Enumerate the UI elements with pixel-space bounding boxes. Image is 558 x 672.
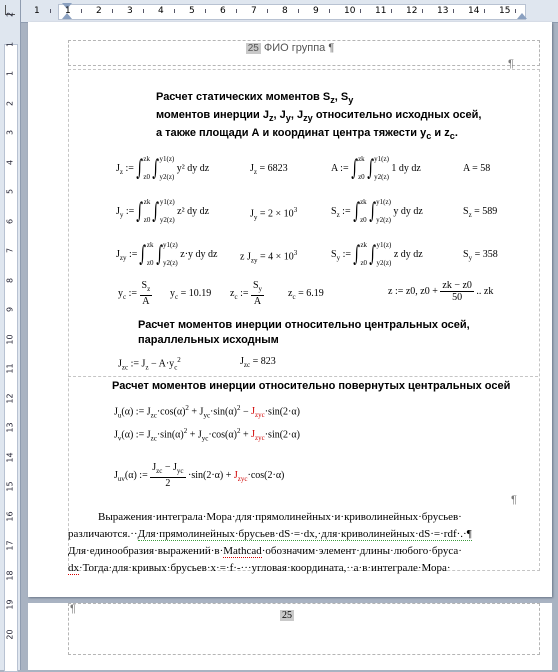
ruler-tick [143, 9, 144, 13]
formula-jz-definition[interactable]: $J_z$ := ∫zk z0 ∫y1(z) y2(z) y² dy dz [116, 155, 210, 181]
title-rotated-axes: Расчет моментов инерции относительно повернутых центральных осей [112, 380, 511, 392]
ruler-number: 17 [5, 540, 15, 551]
ruler-number: 13 [5, 422, 15, 433]
ruler-tick [174, 9, 175, 13]
paragraph-mark: ¶ [508, 58, 514, 70]
ruler-number: 3 [127, 6, 133, 16]
formula-sz-result[interactable]: $S_z = 589$ [463, 206, 498, 219]
formula-jv[interactable]: $J_v(\alpha)$ := $J_{zc}\cdot\sin(\alpha)^2 + J_{yc}\cdot\cos(\alpha)^2 + J_{zyc}\cdot\sin(2\cdot\alpha)$ [114, 427, 300, 443]
formula-zc-definition[interactable]: $z_c$ := $\frac{S_y}{A}$ [230, 280, 263, 307]
ruler-number: 2 [96, 6, 102, 16]
ruler-number: 12 [5, 392, 15, 404]
formula-juv[interactable]: $J_{uv}(\alpha)$ := $\frac{J_{zc} - J_{yc}}{2}$ $\cdot\sin(2\cdot\alpha) + J_{zyc}\cdot\cos(2\cdot\alpha)$ [114, 462, 285, 489]
formula-sy-definition[interactable]: $S_y$ := ∫zk z0 ∫y1(z) y2(z) z dy dz [331, 241, 423, 267]
page-header [28, 42, 552, 54]
ruler-number: 5 [189, 6, 195, 16]
paragraph-mark: ¶ [511, 494, 517, 506]
formula-yc-result[interactable]: $y_c = 10.19$ [170, 288, 212, 301]
ruler-tick [236, 9, 237, 13]
formula-jzc-definition[interactable]: $J_{zc}$ := $J_z - A\cdot y_c^2$ [118, 356, 181, 372]
document-page-2[interactable] [28, 603, 552, 670]
title-central-axes: Расчет моментов инерции относительно центральных осей, параллельных исходным [138, 319, 470, 346]
ruler-number: 12 [406, 6, 418, 16]
ruler-number: 15 [5, 481, 15, 492]
ruler-number: 13 [437, 6, 449, 16]
ruler-number: 3 [5, 129, 15, 136]
ruler-tick [453, 9, 454, 13]
ruler-number: 2 [5, 100, 15, 106]
ruler-number: 8 [282, 6, 288, 16]
ruler-tick [205, 9, 206, 13]
paragraph-line-2[interactable]: различаются.··Для·прямолинейных·брусьев·dS·=·dx,·для·криволинейных·dS·=·rdf·.·¶ [68, 528, 472, 540]
ruler-tick [360, 9, 361, 13]
title-static-moments: Расчет статических моментов $S_z$, $S_y$ моментов инерции $J_z$, $J_y$, $J_{zy}$ относительно исходных осей, а также площади А и координат центра тяжести $y_c$ и $z_c$. [156, 91, 482, 142]
formula-zc-result[interactable]: $z_c = 6.19$ [288, 288, 324, 301]
ruler-tick [50, 9, 51, 13]
paragraph-mark: ¶ [70, 603, 76, 615]
ruler-number: 6 [220, 6, 226, 16]
ruler-number: 14 [5, 451, 15, 463]
ruler-number: 5 [5, 188, 15, 195]
formula-a-result[interactable]: A = 58 [463, 163, 491, 174]
ruler-number: 14 [468, 6, 480, 16]
formula-yc-definition[interactable]: $y_c$ := $\frac{S_z}{A}$ [118, 280, 151, 307]
page-number-field: 25 [247, 43, 259, 54]
ruler-number: 9 [5, 306, 15, 313]
ruler-number: 18 [5, 569, 15, 581]
ruler-number: 16 [5, 510, 15, 522]
formula-jy-result[interactable]: $J_y = 2 \times 10^3$ [250, 206, 298, 222]
page-number-field-2: 25 [282, 610, 292, 621]
ruler-number: 11 [375, 6, 387, 16]
region-divider [68, 376, 538, 377]
ruler-number: 1 [5, 70, 15, 77]
ruler-number: 2 [5, 11, 15, 18]
ruler-number: 7 [251, 6, 257, 16]
ruler-number: 6 [5, 218, 15, 224]
paragraph-line-4[interactable]: dx·Тогда·для·кривых·брусьев·x·=·f·-···угловая·координата,··а·в·интеграле·Мора· [68, 562, 451, 574]
ruler-number: 7 [5, 247, 15, 254]
ruler-tick [329, 9, 330, 13]
ruler-tick [298, 9, 299, 13]
ruler-tick [112, 9, 113, 13]
ruler-tick [81, 9, 82, 13]
ruler-number: 4 [158, 6, 164, 16]
ruler-number: 1 [34, 6, 40, 16]
formula-ju[interactable]: $J_u(\alpha)$ := $J_{zc}\cdot\cos(\alpha)^2 + J_{yc}\cdot\sin(\alpha)^2 - J_{zyc}\cdot\sin(2\cdot\alpha)$ [114, 404, 300, 420]
ruler-number: 20 [5, 628, 15, 640]
ruler-number: 1 [65, 6, 71, 16]
ruler-tick [267, 9, 268, 13]
formula-jzy-definition[interactable]: $J_{zy}$ := ∫zk z0 ∫y1(z) y2(z) z·y dy dz [116, 241, 218, 267]
formula-jzy-result[interactable]: z $J_{zy} = 4 \times 10^3$ [240, 249, 298, 265]
ruler-tick [422, 9, 423, 13]
formula-sy-result[interactable]: $S_y = 358$ [463, 249, 498, 262]
ruler-number: 15 [499, 6, 511, 16]
document-page[interactable] [28, 22, 552, 597]
formula-jz-result[interactable]: $J_z = 6823$ [250, 163, 288, 176]
right-indent-marker[interactable] [517, 13, 527, 19]
formula-jy-definition[interactable]: $J_y$ := ∫zk z0 ∫y1(z) y2(z) z² dy dz [116, 198, 210, 224]
header-text: ФИО группа ¶ [263, 42, 335, 54]
ruler-number: 4 [5, 159, 15, 165]
formula-sz-definition[interactable]: $S_z$ := ∫zk z0 ∫y1(z) y2(z) y dy dz [331, 198, 423, 224]
ruler-number: 8 [5, 277, 15, 283]
ruler-number: 11 [5, 363, 15, 374]
ruler-number: 10 [5, 333, 15, 345]
ruler-number: 10 [344, 6, 356, 16]
formula-range-z[interactable]: z := z0, z0 + $\frac{zk - z0}{50}$ .. zk [388, 280, 494, 303]
paragraph-line-1[interactable]: Выражения·интеграла·Мора·для·прямолинейных·и·криволинейных·брусьев· [98, 511, 462, 523]
ruler-number: 19 [5, 599, 15, 610]
ruler-number: 1 [5, 41, 15, 47]
ruler-tick [391, 9, 392, 13]
formula-a-definition[interactable]: A := ∫zk z0 ∫y1(z) y2(z) 1 dy dz [331, 155, 421, 181]
header-area-2[interactable] [68, 603, 540, 655]
ruler-tick [515, 9, 516, 13]
ruler-tick [484, 9, 485, 13]
paragraph-line-3[interactable]: Для·единообразия·выражений·в·Mathcad·обозначим·элемент·длины·любого·бруса· [68, 545, 462, 557]
formula-jzc-result[interactable]: $J_{zc} = 823$ [240, 356, 276, 369]
ruler-number: 9 [313, 6, 319, 16]
